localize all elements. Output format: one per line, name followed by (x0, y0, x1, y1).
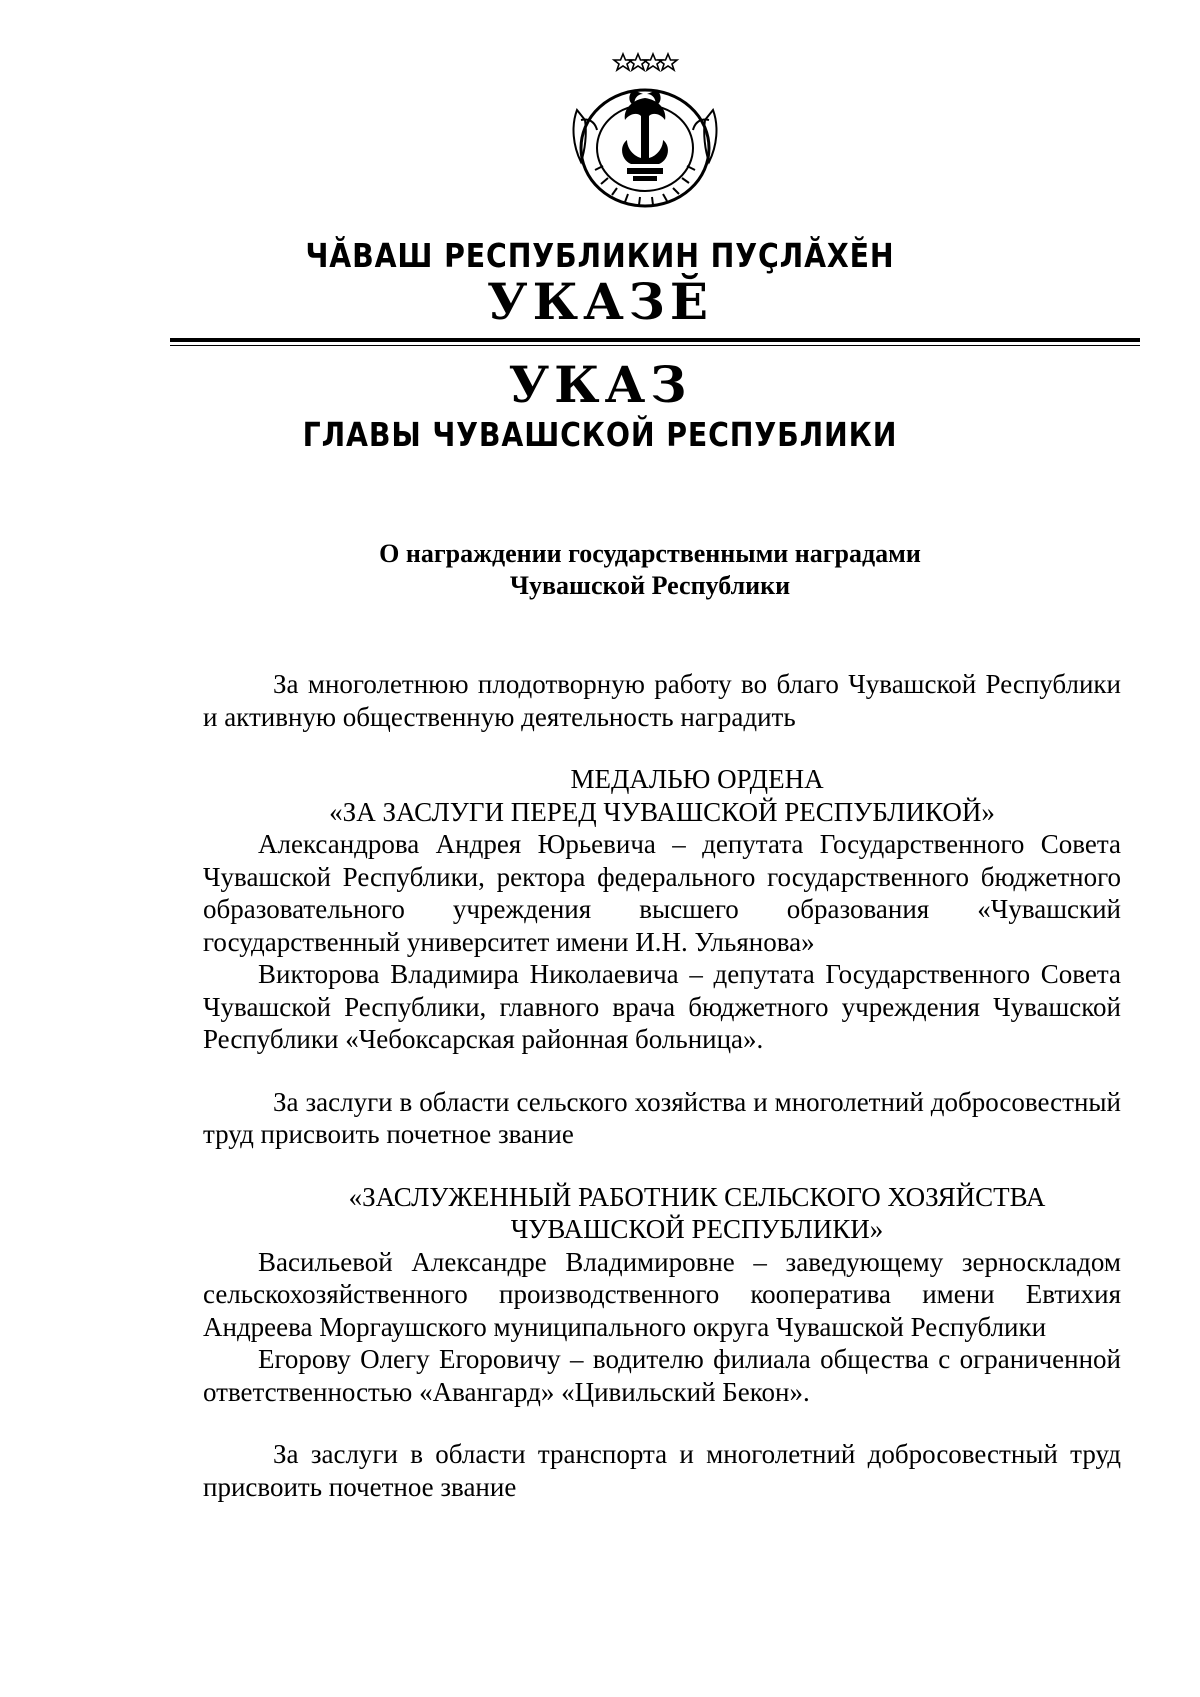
section-1-award-line-1: МЕДАЛЬЮ ОРДЕНА (570, 764, 824, 794)
header-divider-thick (170, 338, 1140, 342)
chuvash-republic-emblem-icon (567, 50, 723, 212)
section-2-award-line-2: ЧУВАШСКОЙ РЕСПУБЛИКИ» (510, 1214, 884, 1244)
section-2-recipient-2: Егорову Олегу Егоровичу – водителю филиала общества с ограниченной ответственностью «Авангард» «Цивильский Бекон». (203, 1344, 1121, 1407)
spacer (203, 1408, 1121, 1438)
decree-body (203, 668, 1121, 1503)
section-1-recipient-1: Александрова Андрея Юрьевича – депутата Государственного Совета Чувашской Республики, ректора федерального государственного бюджетного образовательного учреждения высшего образования «Чувашский государственный университет имени И.Н. Ульянова» (203, 829, 1121, 957)
section-3-intro: За заслуги в области транспорта и многолетний добросовестный труд присвоить почетное звание (203, 1439, 1121, 1502)
chuvash-title: ЧӐВАШ РЕСПУБЛИКИН ПУҪЛӐХӖН (305, 236, 895, 275)
subject-line-1: О награждении государственными наградами (379, 539, 921, 568)
spacer (203, 1151, 1121, 1181)
section-1-recipient-2: Викторова Владимира Николаевича – депутата Государственного Совета Чувашской Республики, главного врача бюджетного учреждения Чувашской Республики «Чебоксарская районная больница». (203, 959, 1121, 1054)
russian-decree-word: УКАЗ (508, 355, 692, 414)
header-divider-thin (170, 345, 1140, 346)
section-1-award-line-2: «ЗА ЗАСЛУГИ ПЕРЕД ЧУВАШСКОЙ РЕСПУБЛИКОЙ» (329, 796, 995, 827)
section-2-recipient-1: Васильевой Александре Владимировне – заведующему зерноскладом сельскохозяйственного производственного кооператива имени Евтихия Андреева Моргаушского муниципального округа Чувашской Республики (203, 1246, 1121, 1342)
spacer (203, 1056, 1121, 1086)
russian-title: ГЛАВЫ ЧУВАШСКОЙ РЕСПУБЛИКИ (302, 415, 898, 454)
decree-subject (200, 538, 1100, 602)
section-2-intro: За заслуги в области сельского хозяйства и многолетний добросовестный труд присвоить почетное звание (203, 1086, 1121, 1149)
section-1-intro: За многолетнюю плодотворную работу во благо Чувашской Республики и активную общественную деятельность наградить (203, 669, 1121, 732)
section-2-award-line-1: «ЗАСЛУЖЕННЫЙ РАБОТНИК СЕЛЬСКОГО ХОЗЯЙСТВА (348, 1181, 1046, 1212)
subject-line-2: Чувашской Республики (509, 571, 791, 600)
chuvash-decree-word: УКАЗӖ (487, 272, 713, 331)
spacer (203, 733, 1121, 763)
